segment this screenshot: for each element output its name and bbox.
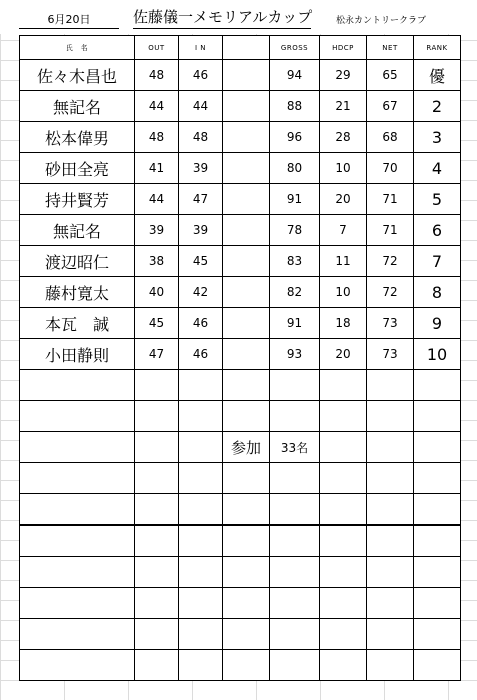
in-score: 46 — [179, 339, 223, 370]
handicap: 7 — [320, 215, 367, 246]
column-header-rank: RANK — [414, 36, 461, 60]
empty-cell — [223, 494, 270, 526]
net-score: 72 — [367, 277, 414, 308]
empty-cell — [20, 370, 135, 401]
gross-score: 93 — [270, 339, 320, 370]
empty-row — [20, 619, 461, 650]
column-header-gross: GROSS — [270, 36, 320, 60]
in-score: 46 — [179, 60, 223, 91]
empty-cell — [20, 401, 135, 432]
empty-cell — [135, 494, 179, 526]
empty-cell — [179, 494, 223, 526]
empty-cell — [179, 557, 223, 588]
empty-cell — [414, 588, 461, 619]
empty-cell — [223, 619, 270, 650]
empty-cell — [135, 401, 179, 432]
blank-cell — [223, 122, 270, 153]
participants-label: 参加 — [223, 432, 270, 463]
player-name: 松本偉男 — [20, 122, 135, 153]
net-score: 71 — [367, 215, 414, 246]
blank-cell — [223, 184, 270, 215]
column-header-net: NET — [367, 36, 414, 60]
rank: 6 — [414, 215, 461, 246]
empty-cell — [223, 557, 270, 588]
empty-cell — [367, 432, 414, 463]
empty-cell — [20, 463, 135, 494]
rank: 9 — [414, 308, 461, 339]
handicap: 18 — [320, 308, 367, 339]
in-score: 48 — [179, 122, 223, 153]
rank: 5 — [414, 184, 461, 215]
empty-cell — [270, 650, 320, 681]
out-score: 39 — [135, 215, 179, 246]
gross-score: 80 — [270, 153, 320, 184]
empty-cell — [270, 525, 320, 557]
table-row — [20, 122, 461, 153]
empty-cell — [179, 432, 223, 463]
rank: 2 — [414, 91, 461, 122]
empty-cell — [367, 650, 414, 681]
empty-cell — [367, 401, 414, 432]
in-score: 39 — [179, 215, 223, 246]
empty-cell — [135, 557, 179, 588]
out-score: 40 — [135, 277, 179, 308]
empty-cell — [20, 588, 135, 619]
player-name: 小田静則 — [20, 339, 135, 370]
empty-row — [20, 650, 461, 681]
empty-cell — [270, 557, 320, 588]
empty-cell — [20, 650, 135, 681]
participants-count: 33名 — [270, 432, 320, 463]
sheet-header — [0, 0, 477, 34]
net-score: 71 — [367, 184, 414, 215]
empty-cell — [179, 619, 223, 650]
empty-cell — [20, 494, 135, 526]
player-name: 持井賢芳 — [20, 184, 135, 215]
blank-cell — [223, 308, 270, 339]
club-name: 松永カントリークラブ — [336, 16, 427, 26]
empty-cell — [179, 463, 223, 494]
in-score: 47 — [179, 184, 223, 215]
empty-cell — [320, 432, 367, 463]
empty-cell — [367, 525, 414, 557]
in-score: 46 — [179, 308, 223, 339]
empty-cell — [270, 370, 320, 401]
gross-score: 83 — [270, 246, 320, 277]
empty-row — [20, 494, 461, 526]
empty-cell — [414, 494, 461, 526]
blank-cell — [223, 246, 270, 277]
empty-cell — [270, 401, 320, 432]
gross-score: 91 — [270, 308, 320, 339]
net-score: 67 — [367, 91, 414, 122]
handicap: 11 — [320, 246, 367, 277]
gross-score: 96 — [270, 122, 320, 153]
empty-cell — [320, 650, 367, 681]
rank: 3 — [414, 122, 461, 153]
handicap: 20 — [320, 184, 367, 215]
rank: 10 — [414, 339, 461, 370]
column-header-in: I N — [179, 36, 223, 60]
gross-score: 82 — [270, 277, 320, 308]
empty-cell — [320, 557, 367, 588]
gross-score: 94 — [270, 60, 320, 91]
empty-cell — [20, 557, 135, 588]
blank-cell — [223, 91, 270, 122]
net-score: 72 — [367, 246, 414, 277]
empty-row — [20, 525, 461, 557]
empty-cell — [320, 401, 367, 432]
empty-cell — [320, 525, 367, 557]
net-score: 73 — [367, 339, 414, 370]
net-score: 68 — [367, 122, 414, 153]
table-row — [20, 60, 461, 91]
rank: 8 — [414, 277, 461, 308]
empty-cell — [179, 588, 223, 619]
out-score: 48 — [135, 60, 179, 91]
empty-cell — [367, 494, 414, 526]
column-header-out: OUT — [135, 36, 179, 60]
out-score: 48 — [135, 122, 179, 153]
empty-cell — [414, 463, 461, 494]
empty-cell — [320, 588, 367, 619]
in-score: 45 — [179, 246, 223, 277]
table-row — [20, 339, 461, 370]
empty-cell — [135, 588, 179, 619]
header-row — [20, 36, 461, 60]
event-title: 佐藤儀一メモリアルカップ — [133, 6, 311, 29]
empty-cell — [367, 370, 414, 401]
empty-cell — [179, 370, 223, 401]
column-header-name: 氏 名 — [20, 36, 135, 60]
empty-cell — [179, 650, 223, 681]
out-score: 45 — [135, 308, 179, 339]
empty-cell — [270, 494, 320, 526]
in-score: 42 — [179, 277, 223, 308]
empty-cell — [223, 650, 270, 681]
empty-cell — [223, 588, 270, 619]
empty-row — [20, 401, 461, 432]
participants-row — [20, 432, 461, 463]
rank: 優 — [414, 60, 461, 91]
out-score: 44 — [135, 91, 179, 122]
gross-score: 91 — [270, 184, 320, 215]
player-name: 無記名 — [20, 91, 135, 122]
empty-cell — [223, 370, 270, 401]
blank-cell — [223, 277, 270, 308]
net-score: 73 — [367, 308, 414, 339]
empty-cell — [223, 525, 270, 557]
handicap: 29 — [320, 60, 367, 91]
empty-cell — [20, 432, 135, 463]
empty-row — [20, 588, 461, 619]
empty-cell — [367, 588, 414, 619]
empty-cell — [179, 525, 223, 557]
blank-cell — [223, 339, 270, 370]
in-score: 39 — [179, 153, 223, 184]
player-name: 佐々木昌也 — [20, 60, 135, 91]
empty-cell — [414, 619, 461, 650]
empty-cell — [135, 370, 179, 401]
empty-cell — [320, 370, 367, 401]
empty-cell — [367, 557, 414, 588]
empty-cell — [135, 650, 179, 681]
player-name: 砂田全亮 — [20, 153, 135, 184]
empty-cell — [414, 401, 461, 432]
table-row — [20, 215, 461, 246]
blank-cell — [223, 215, 270, 246]
results-table — [19, 35, 461, 681]
empty-cell — [414, 650, 461, 681]
gross-score: 88 — [270, 91, 320, 122]
handicap: 20 — [320, 339, 367, 370]
column-header-blank — [223, 36, 270, 60]
table-row — [20, 91, 461, 122]
empty-cell — [367, 619, 414, 650]
gross-score: 78 — [270, 215, 320, 246]
empty-cell — [414, 525, 461, 557]
empty-cell — [20, 619, 135, 650]
net-score: 70 — [367, 153, 414, 184]
table-row — [20, 277, 461, 308]
out-score: 41 — [135, 153, 179, 184]
empty-cell — [320, 494, 367, 526]
empty-row — [20, 370, 461, 401]
empty-cell — [135, 525, 179, 557]
empty-cell — [223, 401, 270, 432]
empty-cell — [223, 463, 270, 494]
blank-cell — [223, 153, 270, 184]
empty-cell — [367, 463, 414, 494]
empty-cell — [20, 525, 135, 557]
out-score: 38 — [135, 246, 179, 277]
empty-cell — [135, 463, 179, 494]
empty-cell — [270, 619, 320, 650]
empty-cell — [414, 557, 461, 588]
player-name: 藤村寛太 — [20, 277, 135, 308]
empty-cell — [135, 619, 179, 650]
table-row — [20, 308, 461, 339]
table-row — [20, 184, 461, 215]
empty-cell — [414, 432, 461, 463]
empty-row — [20, 557, 461, 588]
column-header-hdcp: HDCP — [320, 36, 367, 60]
player-name: 無記名 — [20, 215, 135, 246]
player-name: 渡辺昭仁 — [20, 246, 135, 277]
empty-cell — [320, 463, 367, 494]
table-row — [20, 153, 461, 184]
handicap: 21 — [320, 91, 367, 122]
empty-cell — [414, 370, 461, 401]
in-score: 44 — [179, 91, 223, 122]
out-score: 47 — [135, 339, 179, 370]
handicap: 10 — [320, 277, 367, 308]
empty-row — [20, 463, 461, 494]
event-date: 6月20日 — [19, 11, 119, 29]
net-score: 65 — [367, 60, 414, 91]
rank: 7 — [414, 246, 461, 277]
empty-cell — [270, 588, 320, 619]
out-score: 44 — [135, 184, 179, 215]
rank: 4 — [414, 153, 461, 184]
handicap: 28 — [320, 122, 367, 153]
blank-cell — [223, 60, 270, 91]
table-row — [20, 246, 461, 277]
player-name: 本瓦 誠 — [20, 308, 135, 339]
empty-cell — [179, 401, 223, 432]
handicap: 10 — [320, 153, 367, 184]
empty-cell — [270, 463, 320, 494]
empty-cell — [135, 432, 179, 463]
empty-cell — [320, 619, 367, 650]
